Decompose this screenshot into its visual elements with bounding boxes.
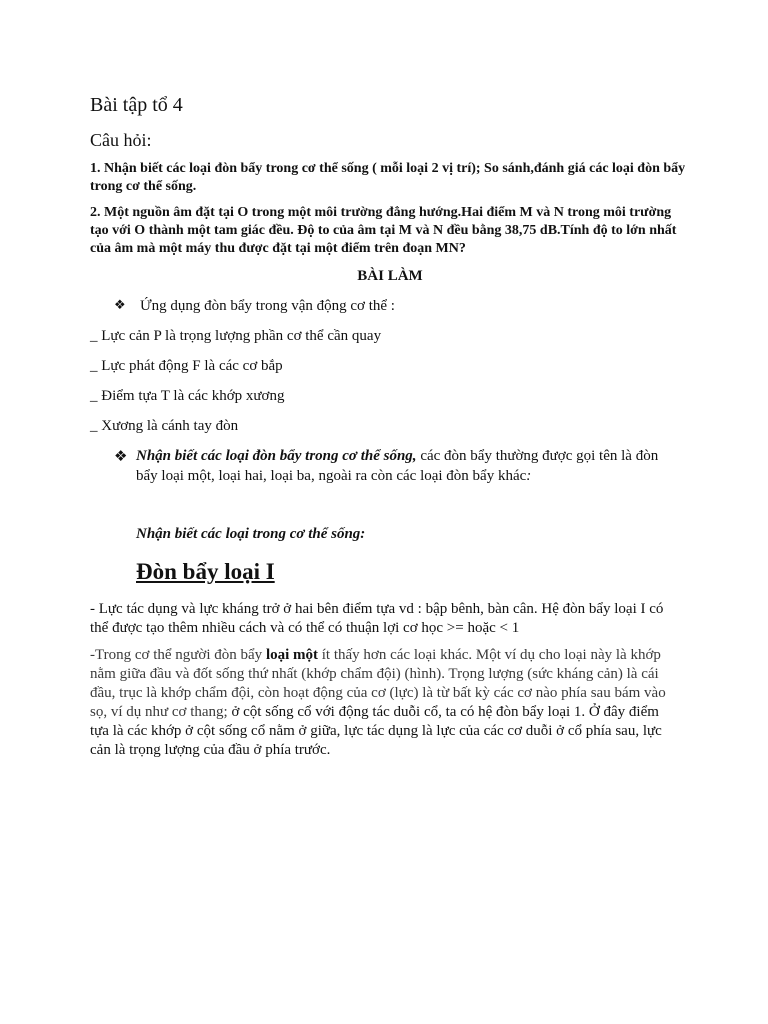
dash-item: _ Điểm tựa T là các khớp xương	[90, 388, 285, 404]
paragraph-2-mid: ít thấy hơn các loại khác. Một ví dụ cho loại này là khớp nằm giữa đầu và đốt sống thứ nhất (khớp chẩm đội) (hình). Trọng lượng (sức kháng cản) là cái đầu, trục là khớp chẩm đội, còn hoạt động của cơ (lực) là từ bất kỳ các cơ nào phía sau bám vào sọ, ví dụ như cơ thang;	[90, 647, 666, 720]
paragraph-2-bold: loại một	[265, 647, 319, 663]
bullet-item-2-colon: :	[526, 468, 532, 484]
diamond-bullet-icon: ❖	[114, 298, 126, 313]
paragraph-1: - Lực tác dụng và lực kháng trở ở hai bên điểm tựa vd : bập bênh, bàn cân. Hệ đòn bẩy loại I có thể được tạo thêm nhiều cách và có thể có thuận lợi cơ học >= hoặc < 1	[90, 601, 664, 636]
document-title: Bài tập tổ 4	[90, 94, 183, 116]
lever-type-1-heading: Đòn bẩy loại I	[136, 559, 275, 584]
sub-heading: Nhận biết các loại trong cơ thể sống:	[136, 526, 366, 542]
questions-label: Câu hỏi:	[90, 130, 152, 150]
document-page	[90, 92, 690, 768]
bullet-item-1-text: Ứng dụng đòn bẩy trong vận động cơ thể :	[140, 298, 395, 314]
question-1: 1. Nhận biết các loại đòn bẩy trong cơ thể sống ( mỗi loại 2 vị trí); So sánh,đánh giá các loại đòn bẩy trong cơ thể sống.	[90, 161, 686, 194]
dash-item: _ Xương là cánh tay đòn	[90, 418, 239, 434]
bullet-item-2-emphasis: Nhận biết các loại đòn bẩy trong cơ thể sống,	[136, 448, 417, 464]
dash-item: _ Lực phát động F là các cơ bắp	[90, 358, 283, 374]
paragraph-2-end: ở cột sống cổ với động tác duỗi cổ, ta có hệ đòn bẩy loại 1. Ở đây điểm tựa là các khớp ở cột sống cổ nằm ở giữa, lực tác dụng là lực của các cơ duỗi ở cổ phía sau, lực cản là trọng lượng của đầu ở phía trước.	[90, 704, 662, 758]
section-heading: BÀI LÀM	[357, 268, 423, 284]
bullet-item-2-rest: các đòn bẩy thường được gọi tên là đòn bẩy loại một, loại hai, loại ba, ngoài ra còn các loại đòn bẩy khác	[136, 448, 659, 484]
spacer	[90, 496, 690, 524]
paragraph-2	[90, 646, 672, 760]
bullet-item-1	[114, 296, 690, 316]
dash-item: _ Lực cản P là trọng lượng phần cơ thể cần quay	[90, 328, 382, 344]
paragraph-2-start: -Trong cơ thể người đòn bẩy	[90, 647, 266, 663]
question-2: 2. Một nguồn âm đặt tại O trong một môi trường đẳng hướng.Hai điểm M và N trong môi trường tạo với O thành một tam giác đều. Độ to của âm tại M và N đều bằng 38,75 dB.Tính độ to lớn nhất của âm mà một máy thu được đặt tại một điểm trên đoạn MN?	[90, 205, 677, 256]
bullet-item-2-text	[136, 446, 666, 486]
bullet-item-2	[114, 446, 690, 486]
diamond-bullet-icon: ❖	[114, 447, 128, 465]
